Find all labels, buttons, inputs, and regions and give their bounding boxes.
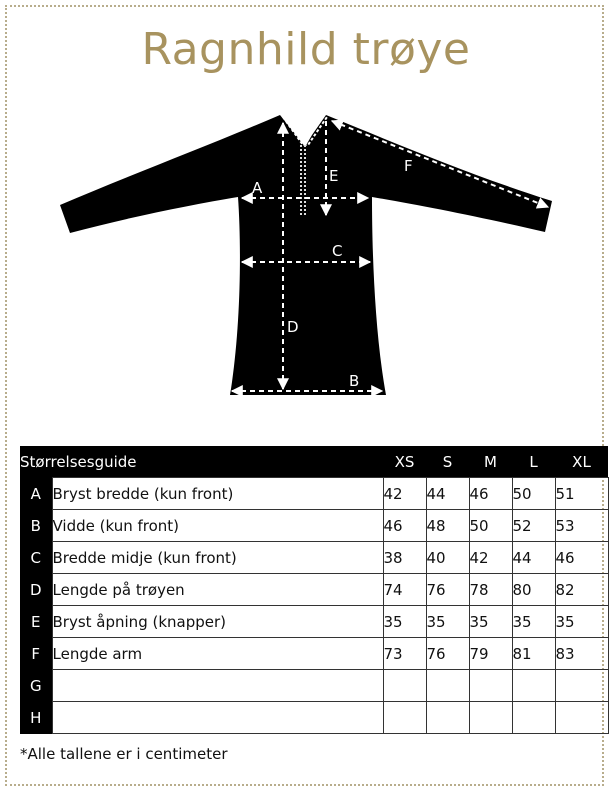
size-header: L (512, 446, 555, 478)
cell-value (512, 702, 555, 734)
table-row (20, 670, 608, 702)
cell-value (383, 702, 426, 734)
table-row (20, 478, 608, 510)
cell-value: 76 (426, 574, 469, 606)
row-label: Bryst bredde (kun front) (52, 478, 383, 510)
cell-value: 76 (426, 638, 469, 670)
cell-value: 83 (555, 638, 608, 670)
label-f: F (404, 157, 413, 175)
row-label: Lengde på trøyen (52, 574, 383, 606)
cell-value (555, 702, 608, 734)
cell-value: 79 (469, 638, 512, 670)
cell-value (383, 670, 426, 702)
cell-value: 42 (469, 542, 512, 574)
cell-value: 52 (512, 510, 555, 542)
size-guide-table (20, 446, 609, 734)
label-c: C (332, 242, 343, 260)
label-a: A (252, 179, 263, 197)
row-label: Lengde arm (52, 638, 383, 670)
row-label (52, 670, 383, 702)
row-letter: H (20, 702, 52, 734)
table-row (20, 542, 608, 574)
cell-value: 48 (426, 510, 469, 542)
row-letter: D (20, 574, 52, 606)
row-letter: B (20, 510, 52, 542)
row-letter: F (20, 638, 52, 670)
cell-value: 40 (426, 542, 469, 574)
cell-value: 44 (512, 542, 555, 574)
row-label: Vidde (kun front) (52, 510, 383, 542)
cell-value: 78 (469, 574, 512, 606)
label-d: D (287, 318, 299, 336)
label-b: B (349, 372, 360, 390)
size-header: XL (555, 446, 608, 478)
cell-value: 50 (512, 478, 555, 510)
cell-value: 35 (555, 606, 608, 638)
table-row (20, 638, 608, 670)
cell-value: 35 (512, 606, 555, 638)
cell-value (426, 670, 469, 702)
row-letter: E (20, 606, 52, 638)
cell-value: 80 (512, 574, 555, 606)
cell-value: 50 (469, 510, 512, 542)
cell-value: 74 (383, 574, 426, 606)
cell-value: 46 (469, 478, 512, 510)
table-row (20, 574, 608, 606)
table-header-row (20, 446, 608, 478)
row-letter: C (20, 542, 52, 574)
size-header: S (426, 446, 469, 478)
cell-value: 35 (426, 606, 469, 638)
cell-value: 46 (383, 510, 426, 542)
cell-value (426, 702, 469, 734)
cell-value (512, 670, 555, 702)
row-letter: A (20, 478, 52, 510)
cell-value (469, 702, 512, 734)
row-letter: G (20, 670, 52, 702)
cell-value: 73 (383, 638, 426, 670)
cell-value: 82 (555, 574, 608, 606)
garment-diagram (0, 105, 612, 405)
table-title: Størrelsesguide (20, 446, 383, 478)
cell-value: 42 (383, 478, 426, 510)
cell-value: 51 (555, 478, 608, 510)
size-header: M (469, 446, 512, 478)
cell-value: 35 (383, 606, 426, 638)
cell-value (469, 670, 512, 702)
label-e: E (329, 167, 339, 185)
cell-value: 35 (469, 606, 512, 638)
cell-value: 53 (555, 510, 608, 542)
cell-value: 44 (426, 478, 469, 510)
row-label: Bryst åpning (knapper) (52, 606, 383, 638)
cell-value: 81 (512, 638, 555, 670)
footnote: *Alle tallene er i centimeter (20, 745, 228, 763)
table-row (20, 702, 608, 734)
table-row (20, 606, 608, 638)
table-row (20, 510, 608, 542)
cell-value (555, 670, 608, 702)
row-label (52, 702, 383, 734)
page-title: Ragnhild trøye (141, 24, 471, 75)
size-header: XS (383, 446, 426, 478)
row-label: Bredde midje (kun front) (52, 542, 383, 574)
cell-value: 38 (383, 542, 426, 574)
cell-value: 46 (555, 542, 608, 574)
